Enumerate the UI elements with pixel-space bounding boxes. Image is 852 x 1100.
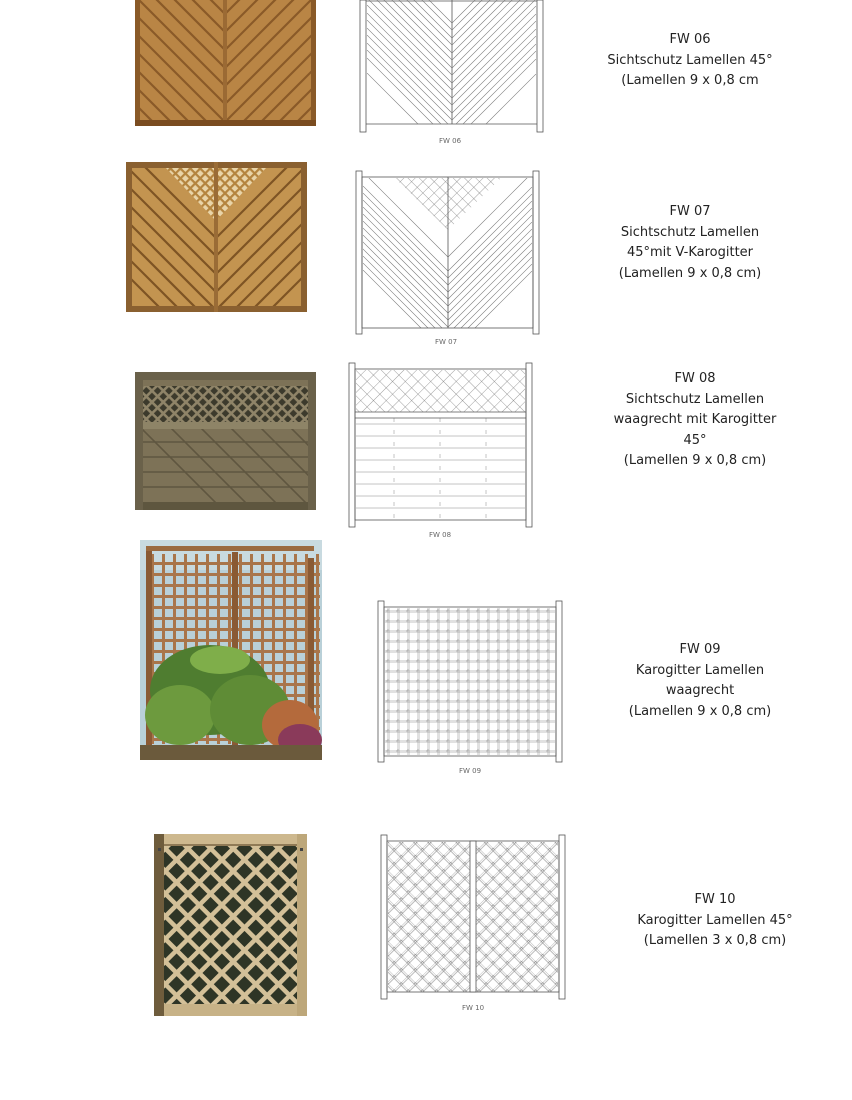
description-line: Sichtschutz Lamellen: [620, 224, 760, 240]
product-code: FW 09: [679, 642, 721, 657]
description-line: waagrecht mit Karogitter: [613, 412, 777, 427]
drawing-fw07: [355, 170, 541, 335]
photo-fw06: [135, 0, 316, 126]
description-line: Sichtschutz Lamellen: [625, 391, 765, 407]
drawing-caption-fw10: FW 10: [461, 1004, 485, 1012]
description-fw08: [595, 369, 795, 472]
drawing-fw08: [348, 362, 533, 528]
description-fw06: [590, 30, 790, 92]
description-line: (Lamellen 9 x 0,8 cm): [618, 265, 762, 281]
description-fw10: [615, 890, 815, 952]
description-line: (Lamellen 3 x 0,8 cm): [643, 933, 787, 948]
description-line: Karogitter Lamellen 45°: [637, 912, 793, 928]
description-line: (Lamellen 9 x 0,8 cm: [621, 73, 759, 88]
drawing-fw06: [359, 0, 544, 133]
drawing-fw10: [380, 834, 566, 1000]
photo-fw07: [126, 162, 307, 312]
drawing-caption-fw06: FW 06: [438, 137, 462, 145]
drawing-fw09: [377, 600, 563, 763]
drawing-caption-fw08: FW 08: [428, 531, 452, 539]
photo-fw09: [140, 540, 322, 760]
photo-fw08: [135, 372, 316, 510]
drawing-caption-fw07: FW 07: [434, 338, 458, 346]
description-line: Karogitter Lamellen: [635, 662, 765, 678]
description-line: Sichtschutz Lamellen 45°: [607, 52, 773, 68]
description-line: waagrecht: [665, 683, 735, 698]
photo-fw10: [154, 834, 307, 1016]
product-code: FW 08: [674, 371, 716, 386]
description-line: 45°: [683, 432, 707, 448]
description-fw07: [590, 202, 790, 284]
drawing-caption-fw09: FW 09: [458, 767, 482, 775]
product-code: FW 06: [669, 32, 711, 47]
description-fw09: [600, 640, 800, 722]
description-line: 45°mit V-Karogitter: [626, 245, 754, 260]
product-code: FW 07: [669, 204, 711, 219]
description-line: (Lamellen 9 x 0,8 cm): [623, 453, 767, 468]
description-line: (Lamellen 9 x 0,8 cm): [628, 703, 772, 719]
product-code: FW 10: [694, 892, 736, 907]
